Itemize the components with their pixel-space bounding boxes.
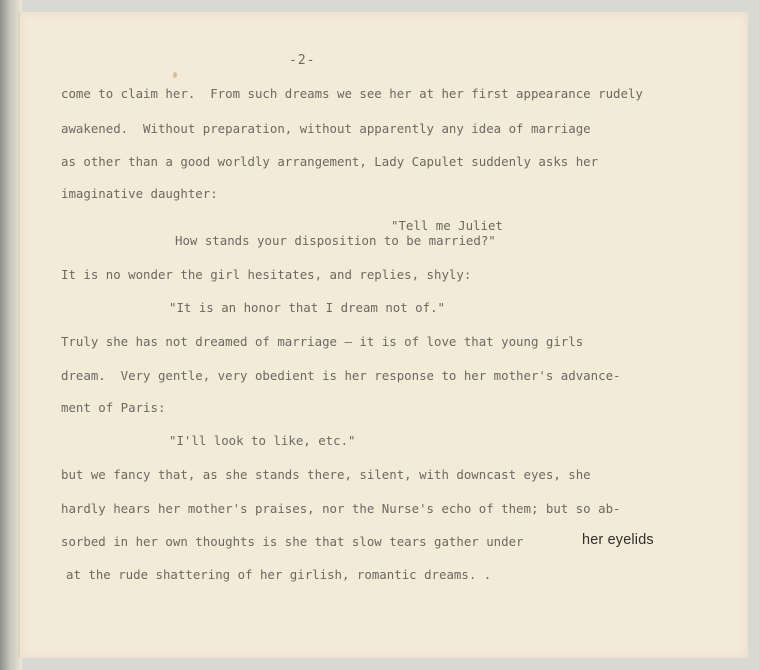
text-line: sorbed in her own thoughts is she that slow tears gather under	[61, 534, 524, 549]
text-line: imaginative daughter:	[61, 186, 218, 201]
quote-line: "It is an honor that I dream not of."	[169, 300, 446, 315]
text-line: at the rude shattering of her girlish, romantic dreams. .	[66, 567, 492, 582]
text-line: awakened. Without preparation, without apparently any idea of marriage	[61, 121, 591, 136]
text-line: It is no wonder the girl hesitates, and replies, shyly:	[61, 267, 472, 282]
text-line: Truly she has not dreamed of marriage — it is of love that young girls	[61, 334, 584, 349]
page-number: -2-	[289, 53, 316, 68]
added-text: her eyelids	[582, 532, 654, 548]
quote-line: "I'll look to like, etc."	[169, 433, 356, 448]
paper-stain	[173, 72, 177, 78]
quote-line: "Tell me Juliet	[391, 218, 503, 233]
text-line: come to claim her. From such dreams we see her at her first appearance rudely	[61, 86, 643, 101]
text-line: but we fancy that, as she stands there, silent, with downcast eyes, she	[61, 467, 591, 482]
text-line: dream. Very gentle, very obedient is her response to her mother's advance-	[61, 368, 621, 383]
text-line: hardly hears her mother's praises, nor the Nurse's echo of them; but so ab-	[61, 501, 621, 516]
text-line: as other than a good worldly arrangement, Lady Capulet suddenly asks her	[61, 154, 599, 169]
text-line: ment of Paris:	[61, 400, 166, 415]
quote-line: How stands your disposition to be married?"	[175, 233, 496, 248]
